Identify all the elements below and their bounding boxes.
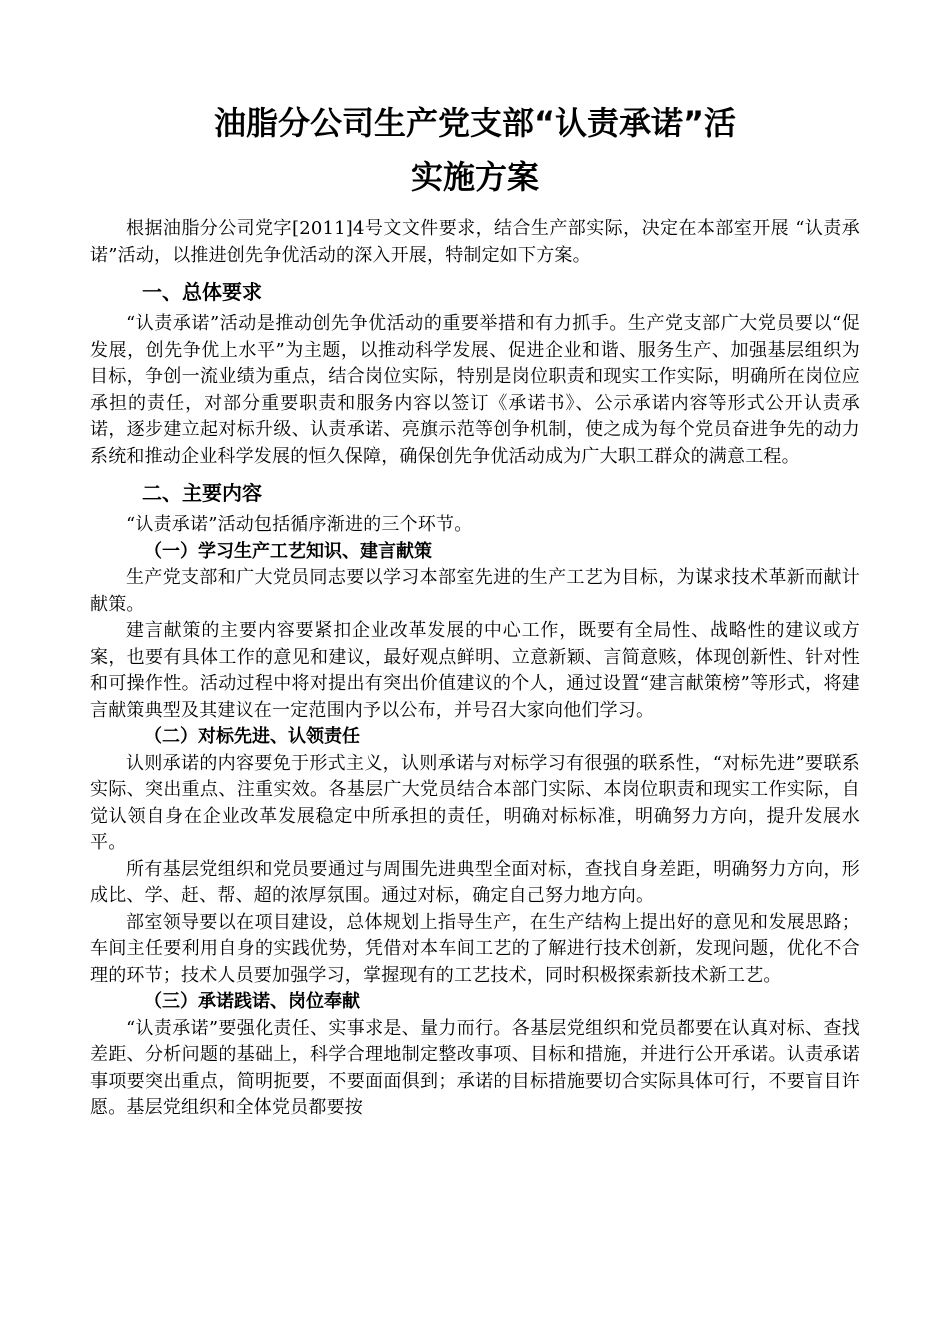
section-1-paragraph: “认责承诺”活动是推动创先争优活动的重要举措和有力抓手。生产党支部广大党员要以“促发展，创先争优上水平”为主题，以推动科学发展、促进企业和谐、服务生产、加强基层组织为目标，争创一流业绩为重点，结合岗位实际，特别是岗位职责和现实工作实际，明确所在岗位应承担的责任，对部分重要职责和服务内容以签订《承诺书》、公示承诺内容等形式公开认责承诺，逐步建立起对标升级、认责承诺、亮旗示范等创争机制，使之成为每个党员奋进争先的动力系统和推动企业科学发展的恒久保障，确保创先争优活动成为广大职工群众的满意工程。 bbox=[90, 313, 860, 467]
subsection-2-heading: （二）对标先进、认领责任 bbox=[144, 726, 360, 747]
subsection-1-paragraph-2: 建言献策的主要内容要紧扣企业改革发展的中心工作，既要有全局性、战略性的建议或方案，也要有具体工作的意见和建议，最好观点鲜明、立意新颖、言简意赅，体现创新性、针对性和可操作性。活动过程中将对提出有突出价值建议的个人，通过设置“建言献策榜”等形式，将建言献策典型及其建议在一定范围内予以公布，并号召大家向他们学习。 bbox=[90, 620, 860, 721]
subsection-2-paragraph-3: 部室领导要以在项目建设，总体规划上指导生产，在生产结构上提出好的意见和发展思路；车间主任要利用自身的实践优势，凭借对本车间工艺的了解进行技术创新，发现问题，优化不合理的环节；技术人员要加强学习，掌握现有的工艺技术，同时积极探索新技术新工艺。 bbox=[90, 911, 860, 986]
section-1-heading: 一、总体要求 bbox=[142, 280, 262, 304]
subsection-1-paragraph-1: 生产党支部和广大党员同志要以学习本部室先进的生产工艺为目标，为谋求技术革新而献计献策。 bbox=[90, 567, 860, 615]
subsection-3-heading: （三）承诺践诺、岗位奉献 bbox=[144, 991, 360, 1012]
document-page bbox=[90, 96, 860, 1122]
subsection-2-paragraph-2: 所有基层党组织和党员要通过与周围先进典型全面对标，查找自身差距，明确努力方向，形成比、学、赶、帮、超的浓厚氛围。通过对标，确定自己努力地方向。 bbox=[90, 858, 860, 906]
subsection-2-paragraph-1: 认则承诺的内容要免于形式主义，认则承诺与对标学习有很强的联系性，“对标先进”要联系实际、突出重点、注重实效。各基层广大党员结合本部门实际、本岗位职责和现实工作实际，自觉认领自身在企业改革发展稳定中所承担的责任，明确对标标准，明确努力方向，提升发展水平。 bbox=[90, 752, 860, 853]
document-title-line-1: 油脂分公司生产党支部“认责承诺”活 bbox=[213, 104, 737, 142]
document-title-line-2: 实施方案 bbox=[410, 158, 539, 196]
section-2-intro: “认责承诺”活动包括循序渐进的三个环节。 bbox=[126, 514, 473, 535]
subsection-3-paragraph-1: “认责承诺”要强化责任、实事求是、量力而行。各基层党组织和党员都要在认真对标、查找差距、分析问题的基础上，科学合理地制定整改事项、目标和措施，并进行公开承诺。认责承诺事项要突出重点，简明扼要，不要面面俱到；承诺的目标措施要切合实际具体可行，不要盲目许愿。基层党组织和全体党员都要按 bbox=[90, 1017, 860, 1118]
subsection-1-heading: （一）学习生产工艺知识、建言献策 bbox=[144, 540, 432, 562]
intro-paragraph: 根据油脂分公司党字[2011]4号文文件要求，结合生产部实际，决定在本部室开展 “认责承诺”活动，以推进创先争优活动的深入开展，特制定如下方案。 bbox=[90, 218, 860, 266]
section-2-heading: 二、主要内容 bbox=[142, 481, 262, 505]
